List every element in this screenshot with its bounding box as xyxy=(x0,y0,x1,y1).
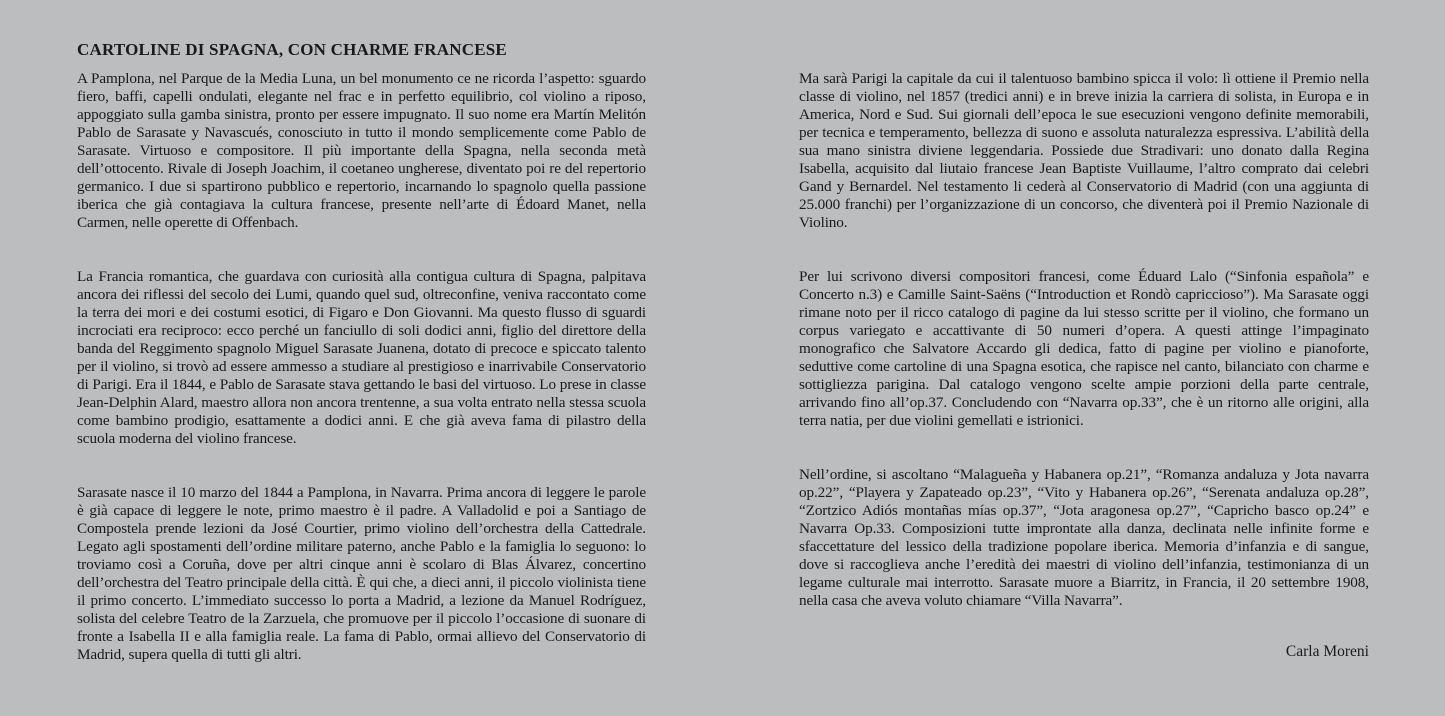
paragraph-paris: Ma sarà Parigi la capitale da cui il talentuoso bambino spicca il volo: lì ottiene il Premio nella classe di violino, nel 1857 (tredici anni) e in breve inizia la carriera di solista, in Europa e in America, Nord e Sud. Sui giornali dell’epoca le sue esecuzioni vengono definite memorabili, per tecnica e temperamento, bellezza di suono e assoluta naturalezza espressiva. L’abilità della sua mano sinistra diviene leggendaria. Possiede due Stradivari: uno donato dalla Regina Isabella, acquisito dal liutaio francese Jean Baptiste Vuillaume, l’altro comprato dai celebri Gand y Bernardel. Nel testamento li cederà al Conservatorio di Madrid (con una aggiunta di 25.000 franchi) per l’organizzazione di un concorso, che diventerà poi il Premio Nazionale di Violino. xyxy=(799,70,1369,231)
paragraph-intro: A Pamplona, nel Parque de la Media Luna, un bel monumento ce ne ricorda l’aspetto: sguardo fiero, baffi, capelli ondulati, elegante nel frac e in perfetto equilibrio, col violino a riposo, appoggiato sulla gamba sinistra, pronto per essere impugnato. Il suo nome era Martín Melitón Pablo de Sarasate y Navascués, conosciuto in tutto il mondo semplicemente come Pablo de Sarasate. Virtuoso e compositore. Il più importante della Spagna, nella seconda metà dell’ottocento. Rivale di Joseph Joachim, il coetaneo ungherese, diventato poi re del repertorio germanico. I due si spartirono pubblico e repertorio, incarnando lo spagnolo quella passione iberica che già contagiava la cultura francese, presente nell’arte di Édoard Manet, nella Carmen, nelle operette di Offenbach. xyxy=(77,70,646,231)
paragraph-program: Nell’ordine, si ascoltano “Malagueña y Habanera op.21”, “Romanza andaluza y Jota navarra op.22”, “Playera y Zapateado op.23”, “Vito y Habanera op.26”, “Serenata andaluza op.28”, “Zortzico Adiós montañas mías op.37”, “Jota aragonesa op.27”, “Capricho basco op.24” e Navarra Op.33. Composizioni tutte improntate alla danza, declinata nelle infinite forme e sfaccettature del lessico della tradizione popolare iberica. Memoria d’infanzia e di sangue, dove si raccoglieva anche l’eredità dei maestri di violino dell’infanzia, testimonianza di un legame culturale mai interrotto. Sarasate muore a Biarritz, in Francia, il 20 settembre 1908, nella casa che aveva voluto chiamare “Villa Navarra”. xyxy=(799,466,1369,609)
paragraph-romantic-france: La Francia romantica, che guardava con curiosità alla contigua cultura di Spagna, palpitava ancora dei riflessi del secolo dei Lumi, quando quel sud, oltreconfine, veniva raccontato come la terra dei mori e dei costumi esotici, di Figaro e Don Giovanni. Ma questo flusso di sguardi incrociati era reciproco: ecco perché un fanciullo di soli dodici anni, figlio del direttore della banda del Reggimento spagnolo Miguel Sarasate Juanena, dotato di precoce e spiccato talento per il violino, si trovò ad essere ammesso a studiare al prestigioso e inarrivabile Conservatorio di Parigi. Era il 1844, e Pablo de Sarasate stava gettando le basi del virtuoso. Lo prese in classe Jean-Delphin Alard, maestro allora non ancora trentenne, a sua volta entrato nella stessa scuola come bambino prodigio, esattamente a dodici anni. E che già aveva fama di pilastro della scuola moderna del violino francese. xyxy=(77,268,646,447)
paragraph-birth: Sarasate nasce il 10 marzo del 1844 a Pamplona, in Navarra. Prima ancora di leggere le parole è già capace di leggere le note, primo maestro è il padre. A Valladolid e poi a Santiago de Compostela prende lezioni da José Courtier, primo violino dell’orchestra della Cattedrale. Legato agli spostamenti dell’ordine militare paterno, anche Pablo e la famiglia lo seguono: lo troviamo così a Coruña, dove per altri cinque anni è scolaro di Blas Álvarez, concertino dell’orchestra del Teatro principale della città. È qui che, a dieci anni, il piccolo violinista tiene il primo concerto. L’immediato successo lo porta a Madrid, a lezione da Manuel Rodríguez, solista del celebre Teatro de la Zarzuela, che promuove per il piccolo l’occasione di suonare di fronte a Isabella II e alla famiglia reale. La fama di Pablo, ormai allievo del Conservatorio di Madrid, supera quella di tutti gli altri. xyxy=(77,484,646,663)
page-title: CARTOLINE DI SPAGNA, CON CHARME FRANCESE xyxy=(77,40,507,59)
author-signature: Carla Moreni xyxy=(1285,643,1369,660)
paragraph-composers: Per lui scrivono diversi compositori francesi, come Éduard Lalo (“Sinfonia española” e Concerto n.3) e Camille Saint-Saëns (“Introduction et Rondò capriccioso”). Ma Sarasate oggi rimane noto per il ricco catalogo di pagine da lui stesso scritte per il violino, che formano un corpus variegato e accattivante di 50 numeri d’opera. A questi attinge l’impaginato monografico che Salvatore Accardo gli dedica, fatto di pagine per violino e pianoforte, seduttive come cartoline di una Spagna esotica, che rapisce nel canto, bilanciato con charme e sottigliezza parigina. Dal catalogo vengono scelte ampie porzioni della parte centrale, arrivando fino all’op.37. Concludendo con “Navarra op.33”, che è un ritorno alle origini, alla terra natia, per due violini gemellati e istrionici. xyxy=(799,268,1369,429)
